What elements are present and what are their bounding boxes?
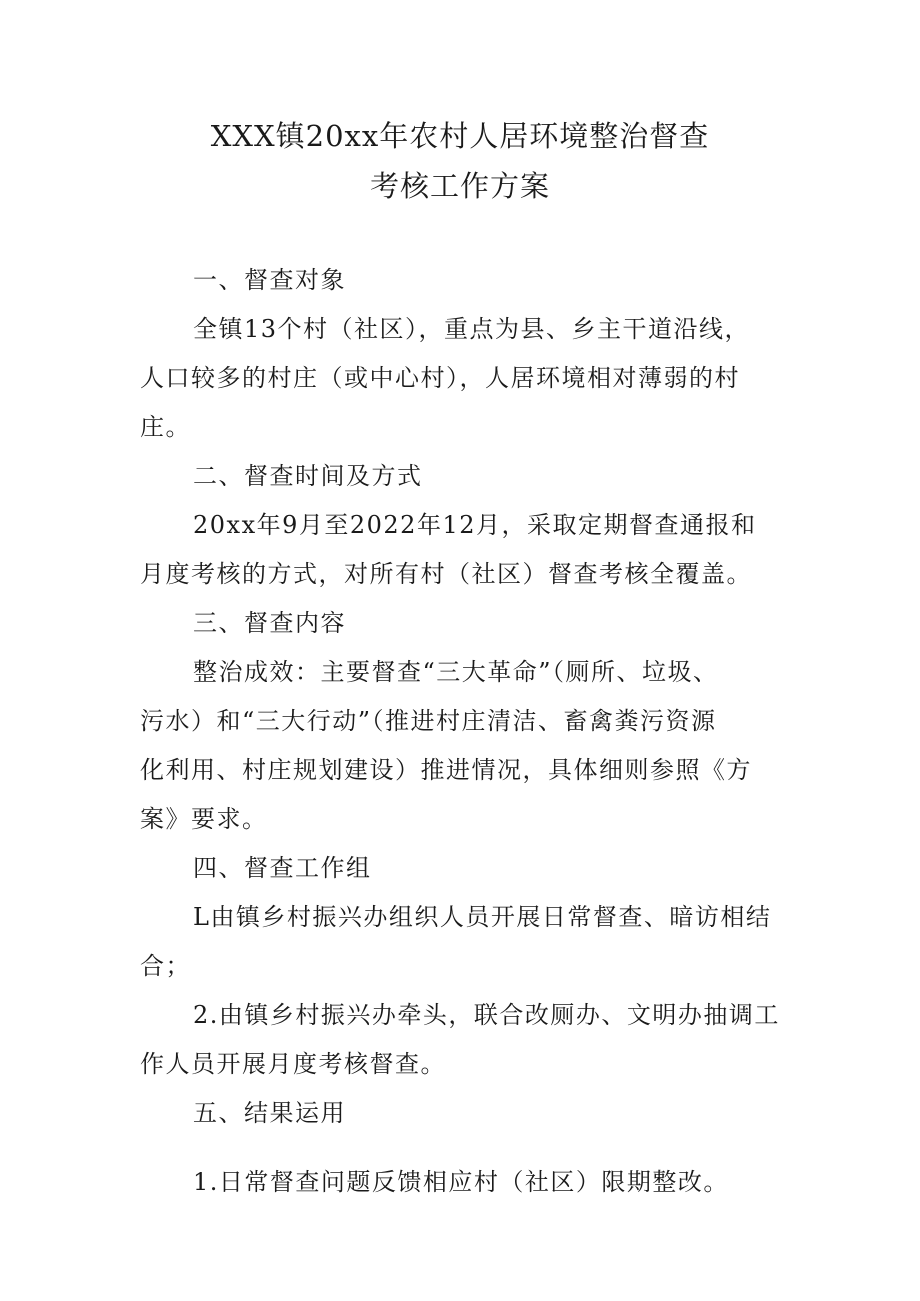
paragraph-line: 化利用、村庄规划建设）推进情况，具体细则参照《方 — [140, 756, 752, 784]
paragraph-line: 全镇13个村（社区），重点为县、乡主干道沿线， — [193, 315, 751, 343]
paragraph-line: 作人员开展月度考核督查。 — [140, 1050, 446, 1078]
paragraph-line: 2.由镇乡村振兴办牵头，联合改厕办、文明办抽调工 — [193, 1001, 780, 1029]
paragraph-line: 污水）和“三大行动”（推进村庄清洁、畜禽粪污资源 — [140, 707, 717, 735]
section-heading-3: 三、督查内容 — [193, 609, 346, 637]
paragraph-line: L由镇乡村振兴办组织人员开展日常督查、暗访相结 — [193, 903, 772, 931]
document-title-line-2: 考核工作方案 — [369, 169, 550, 203]
section-heading-5: 五、结果运用 — [193, 1099, 346, 1127]
paragraph-line: 人口较多的村庄（或中心村），人居环境相对薄弱的村 — [140, 364, 740, 392]
paragraph-line: 整治成效：主要督查“三大革命”（厕所、垃圾、 — [193, 658, 719, 686]
paragraph-line: 案》要求。 — [140, 805, 268, 833]
section-heading-2: 二、督查时间及方式 — [193, 462, 423, 490]
paragraph-line: 庄。 — [140, 413, 191, 441]
document-title-line-1: XXX镇20xx年农村人居环境整治督查 — [210, 119, 710, 153]
paragraph-line: 合； — [140, 952, 191, 980]
paragraph-line: 月度考核的方式，对所有村（社区）督查考核全覆盖。 — [140, 560, 752, 588]
paragraph-line: 1.日常督查问题反馈相应村（社区）限期整改。 — [193, 1168, 729, 1196]
paragraph-line: 20xx年9月至2022年12月，采取定期督查通报和 — [193, 511, 757, 539]
section-heading-1: 一、督查对象 — [193, 266, 346, 294]
section-heading-4: 四、督查工作组 — [193, 854, 372, 882]
